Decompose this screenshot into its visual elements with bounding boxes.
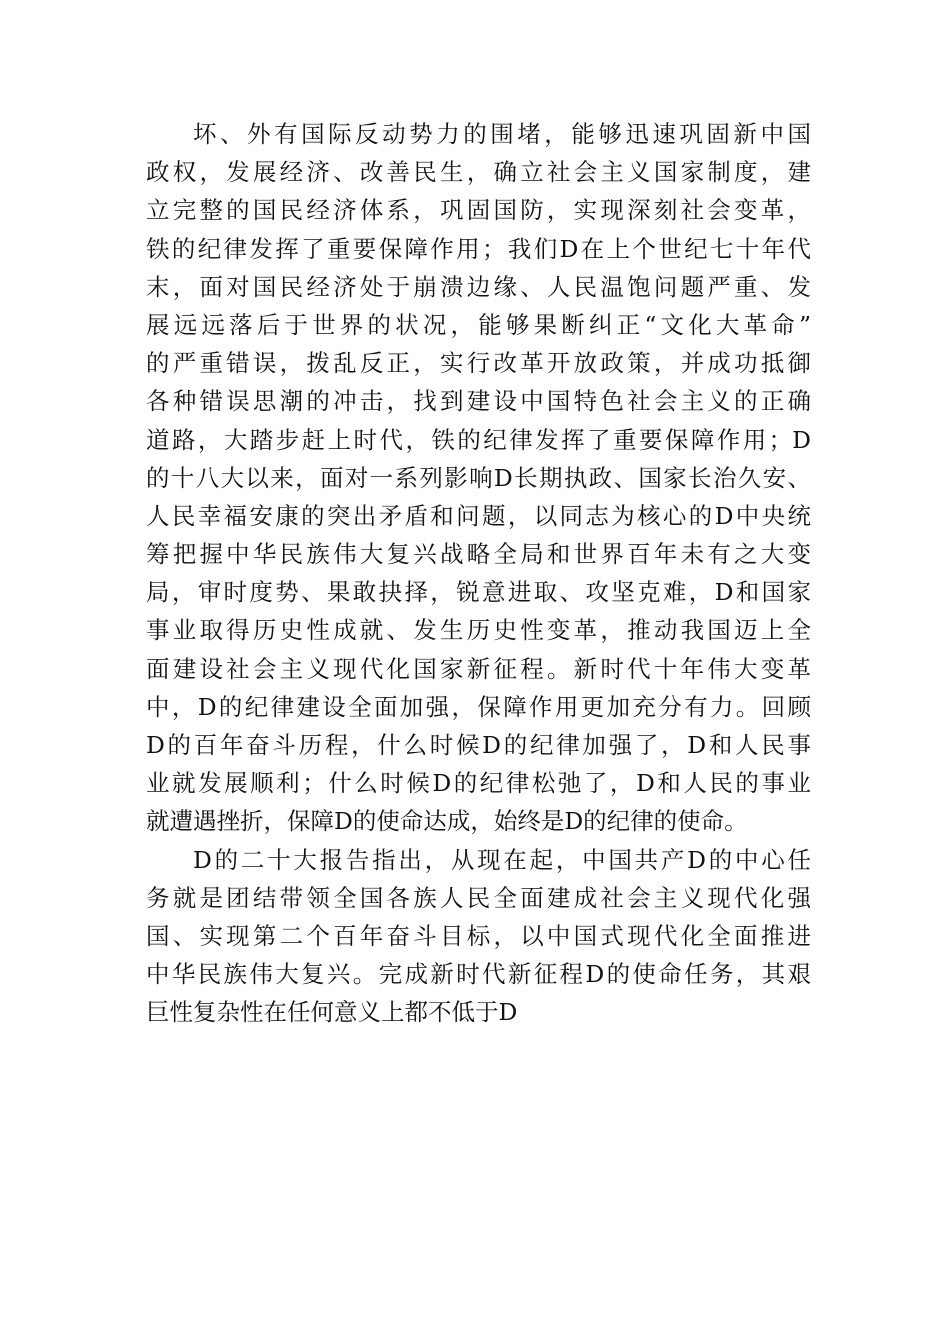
text-line: 业就发展顺利；什么时候D的纪律松弛了，D和人民的事业 (146, 769, 811, 798)
text-line: 展远远落后于世界的状况，能够果断纠正“文化大革命” (146, 310, 811, 339)
text-line: 铁的纪律发挥了重要保障作用；我们D在上个世纪七十年代 (146, 234, 811, 263)
text-line: 各种错误思潮的冲击，找到建设中国特色社会主义的正确 (146, 387, 811, 416)
text-line: 末，面对国民经济处于崩溃边缘、人民温饱问题严重、发 (146, 272, 811, 301)
text-line: 人民幸福安康的突出矛盾和问题，以同志为核心的D中央统 (146, 501, 811, 530)
text-line: 政权，发展经济、改善民生，确立社会主义国家制度，建 (146, 158, 811, 187)
text-line: 事业取得历史性成就、发生历史性变革，推动我国迈上全 (146, 616, 811, 645)
text-line: D的百年奋斗历程，什么时候D的纪律加强了，D和人民事 (146, 731, 811, 759)
text-line: 的严重错误，拨乱反正，实行改革开放政策，并成功抵御 (146, 349, 811, 378)
paragraph-1 (146, 115, 811, 841)
text-line: 局，审时度势、果敢抉择，锐意进取、攻坚克难，D和国家 (146, 578, 811, 607)
paragraph-2 (146, 841, 811, 1032)
text-line: 就遭遇挫折，保障D的使命达成，始终是D的纪律的使命。 (146, 807, 748, 836)
text-line: 国、实现第二个百年奋斗目标，以中国式现代化全面推进 (146, 921, 811, 950)
text-line: 面建设社会主义现代化国家新征程。新时代十年伟大变革 (146, 654, 811, 683)
text-line: 务就是团结带领全国各族人民全面建成社会主义现代化强 (146, 883, 811, 912)
text-line: 立完整的国民经济体系，巩固国防，实现深刻社会变革， (146, 196, 811, 225)
text-line: D的二十大报告指出，从现在起，中国共产D的中心任 (193, 845, 811, 874)
body-text (146, 115, 811, 1032)
text-line: 中，D的纪律建设全面加强，保障作用更加充分有力。回顾 (146, 692, 811, 721)
text-line: 道路，大踏步赶上时代，铁的纪律发挥了重要保障作用；D (146, 425, 811, 454)
text-line: 筹把握中华民族伟大复兴战略全局和世界百年未有之大变 (146, 540, 811, 569)
text-line: 的十八大以来，面对一系列影响D长期执政、国家长治久安、 (146, 463, 811, 492)
text-line: 巨性复杂性在任何意义上都不低于D (146, 998, 518, 1027)
text-line: 坏、外有国际反动势力的围堵，能够迅速巩固新中国 (193, 120, 811, 148)
text-line: 中华民族伟大复兴。完成新时代新征程D的使命任务，其艰 (146, 960, 811, 989)
